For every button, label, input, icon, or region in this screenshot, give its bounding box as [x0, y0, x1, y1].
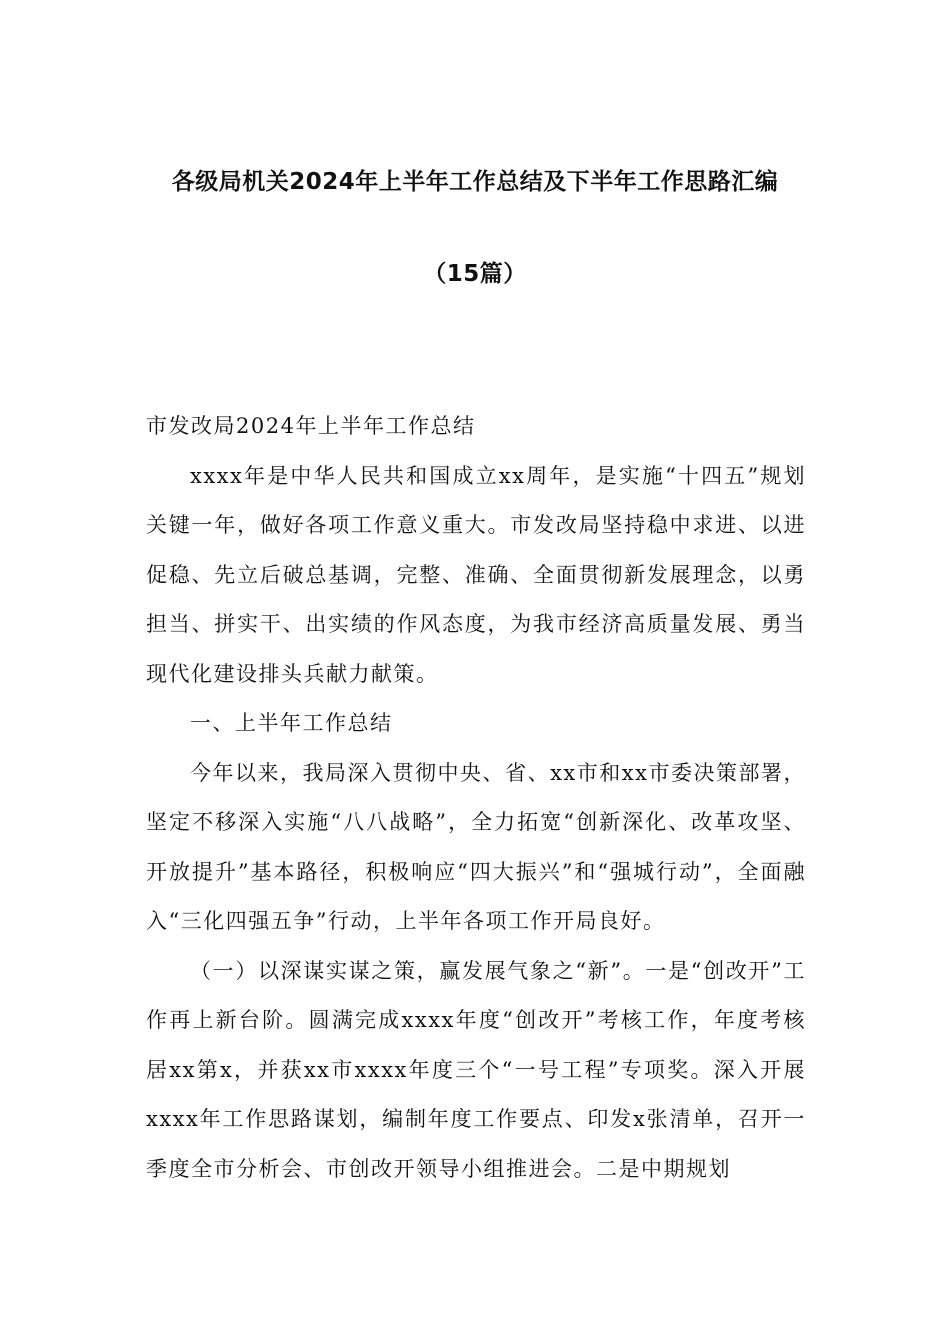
section-heading: 一、上半年工作总结 [190, 711, 393, 735]
article-title: 市发改局2024年上半年工作总结 [146, 414, 476, 438]
paragraph-overview: 今年以来，我局深入贯彻中央、省、xx市和xx市委决策部署，坚定不移深入实施“八八战略”，全力拓宽“创新深化、改革攻坚、开放提升”基本路径，积极响应“四大振兴”和“强城行动”，全面融入“三化四强五争”行动，上半年各项工作开局良好。 [146, 760, 806, 933]
document-subtitle: （15篇） [423, 261, 527, 287]
document-body [146, 402, 806, 1194]
paragraph-intro: xxxx年是中华人民共和国成立xx周年，是实施“十四五”规划关键一年，做好各项工作意义重大。市发改局坚持稳中求进、以进促稳、先立后破总基调，完整、准确、全面贯彻新发展理念，以勇担当、拼实干、出实绩的作风态度，为我市经济高质量发展、勇当现代化建设排头兵献力献策。 [146, 463, 806, 686]
paragraph-subsection-1: （一）以深谋实谋之策，赢发展气象之“新”。一是“创改开”工作再上新台阶。圆满完成xxxx年度“创改开”考核工作，年度考核居xx第x，并获xx市xxxx年度三个“一号工程”专项奖。深入开展xxxx年工作思路谋划，编制年度工作要点、印发x张清单，召开一季度全市分析会、市创改开领导小组推进会。二是中期规划 [146, 958, 806, 1181]
document-title: 各级局机关2024年上半年工作总结及下半年工作思路汇编 [171, 169, 779, 195]
